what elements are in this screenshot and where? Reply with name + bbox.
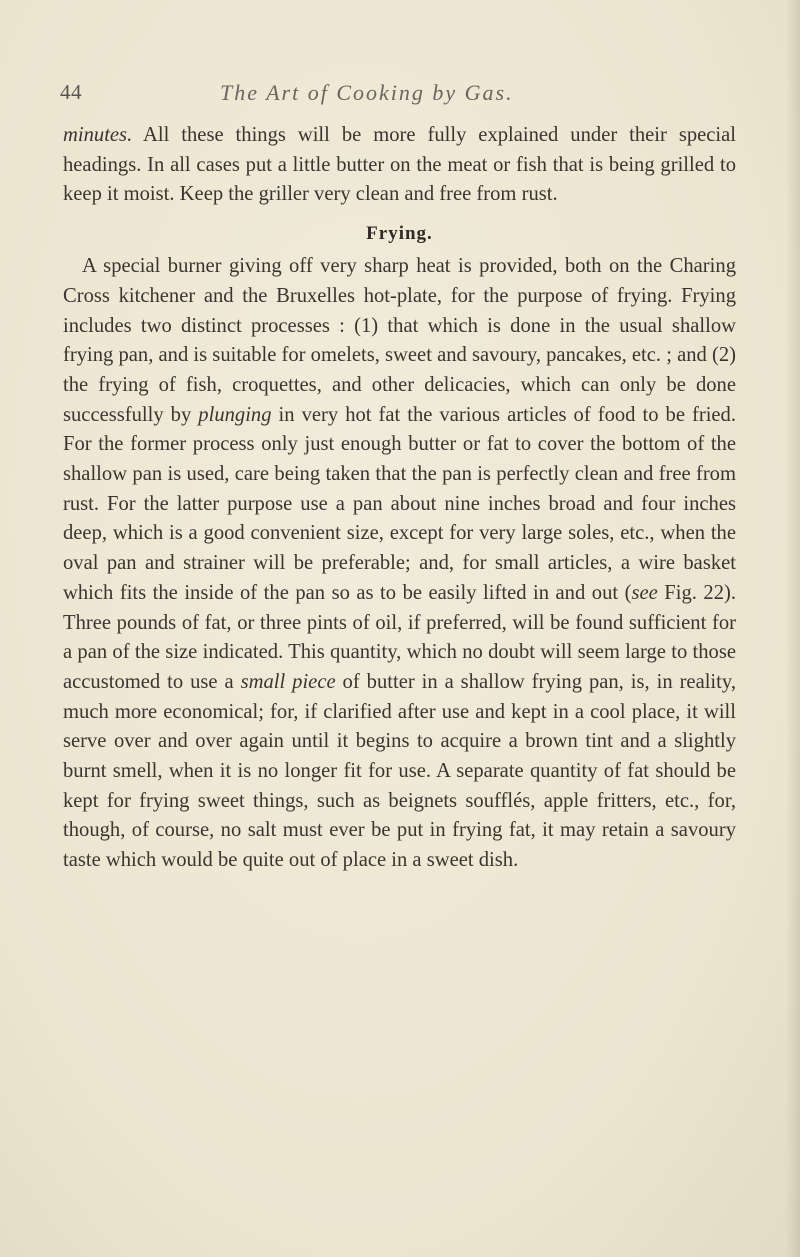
- page-edge-shadow: [786, 0, 800, 1257]
- italic-small-piece: small piece: [240, 670, 336, 693]
- running-head: [60, 80, 740, 112]
- italic-plunging: plunging: [198, 403, 272, 426]
- paragraph-grilling-continued: [63, 121, 736, 210]
- paragraph-2-part-4: of butter in a shallow frying pan, is, in reality, much more economical; for, if clarified after use and kept in a cool place, it will serve over and over again until it begins to acquire a brown tint and a slightly burnt smell, when it is no longer fit for use. A separate quantity of fat should be kept for frying sweet things, such as beignets soufflés, apple fritters, etc., for, though, of course, no salt must ever be put in frying fat, it may retain a savoury taste which would be quite out of place in a sweet dish.: [63, 670, 736, 872]
- section-heading-frying: Frying.: [366, 223, 433, 245]
- paragraph-2-part-3: Fig. 22). Three pounds of fat, or three pints of oil, if preferred, will be found sufficient for a pan of the size indicated. This quantity, which no doubt will seem large to those accustomed to use a: [63, 581, 736, 693]
- paragraph-1-text: All these things will be more fully explained under their special headings. In all cases put a little butter on the meat or fish that is being grilled to keep it moist. Keep the griller very clean and free from rust.: [63, 124, 736, 206]
- page-number: 44: [60, 80, 82, 104]
- italic-see: see: [631, 581, 658, 604]
- body-text: [63, 121, 736, 876]
- paragraph-frying: [63, 252, 736, 876]
- italic-minutes: minutes.: [63, 124, 133, 146]
- running-title: The Art of Cooking by Gas.: [220, 80, 514, 105]
- paragraph-2-part-2: in very hot fat the various articles of food to be fried. For the former process only just enough butter or fat to cover the bottom of the shallow pan is used, care being taken that the pan is perfectly clean and free from rust. For the latter purpose use a pan about nine inches broad and four inches deep, which is a good convenient size, except for very large soles, etc., when the oval pan and strainer will be preferable; and, for small articles, a wire basket which fits the inside of the pan so as to be easily lifted in and out (: [63, 403, 737, 604]
- paragraph-2-part-1: A special burner giving off very sharp heat is provided, both on the Charing Cross kitchener and the Bruxelles hot-plate, for the purpose of frying. Frying includes two distinct processes : (1) that which is done in the usual shallow frying pan, and is suitable for omelets, sweet and savoury, pancakes, etc. ; and (2) the frying of fish, croquettes, and other delicacies, which can only be done successfully by: [63, 255, 736, 426]
